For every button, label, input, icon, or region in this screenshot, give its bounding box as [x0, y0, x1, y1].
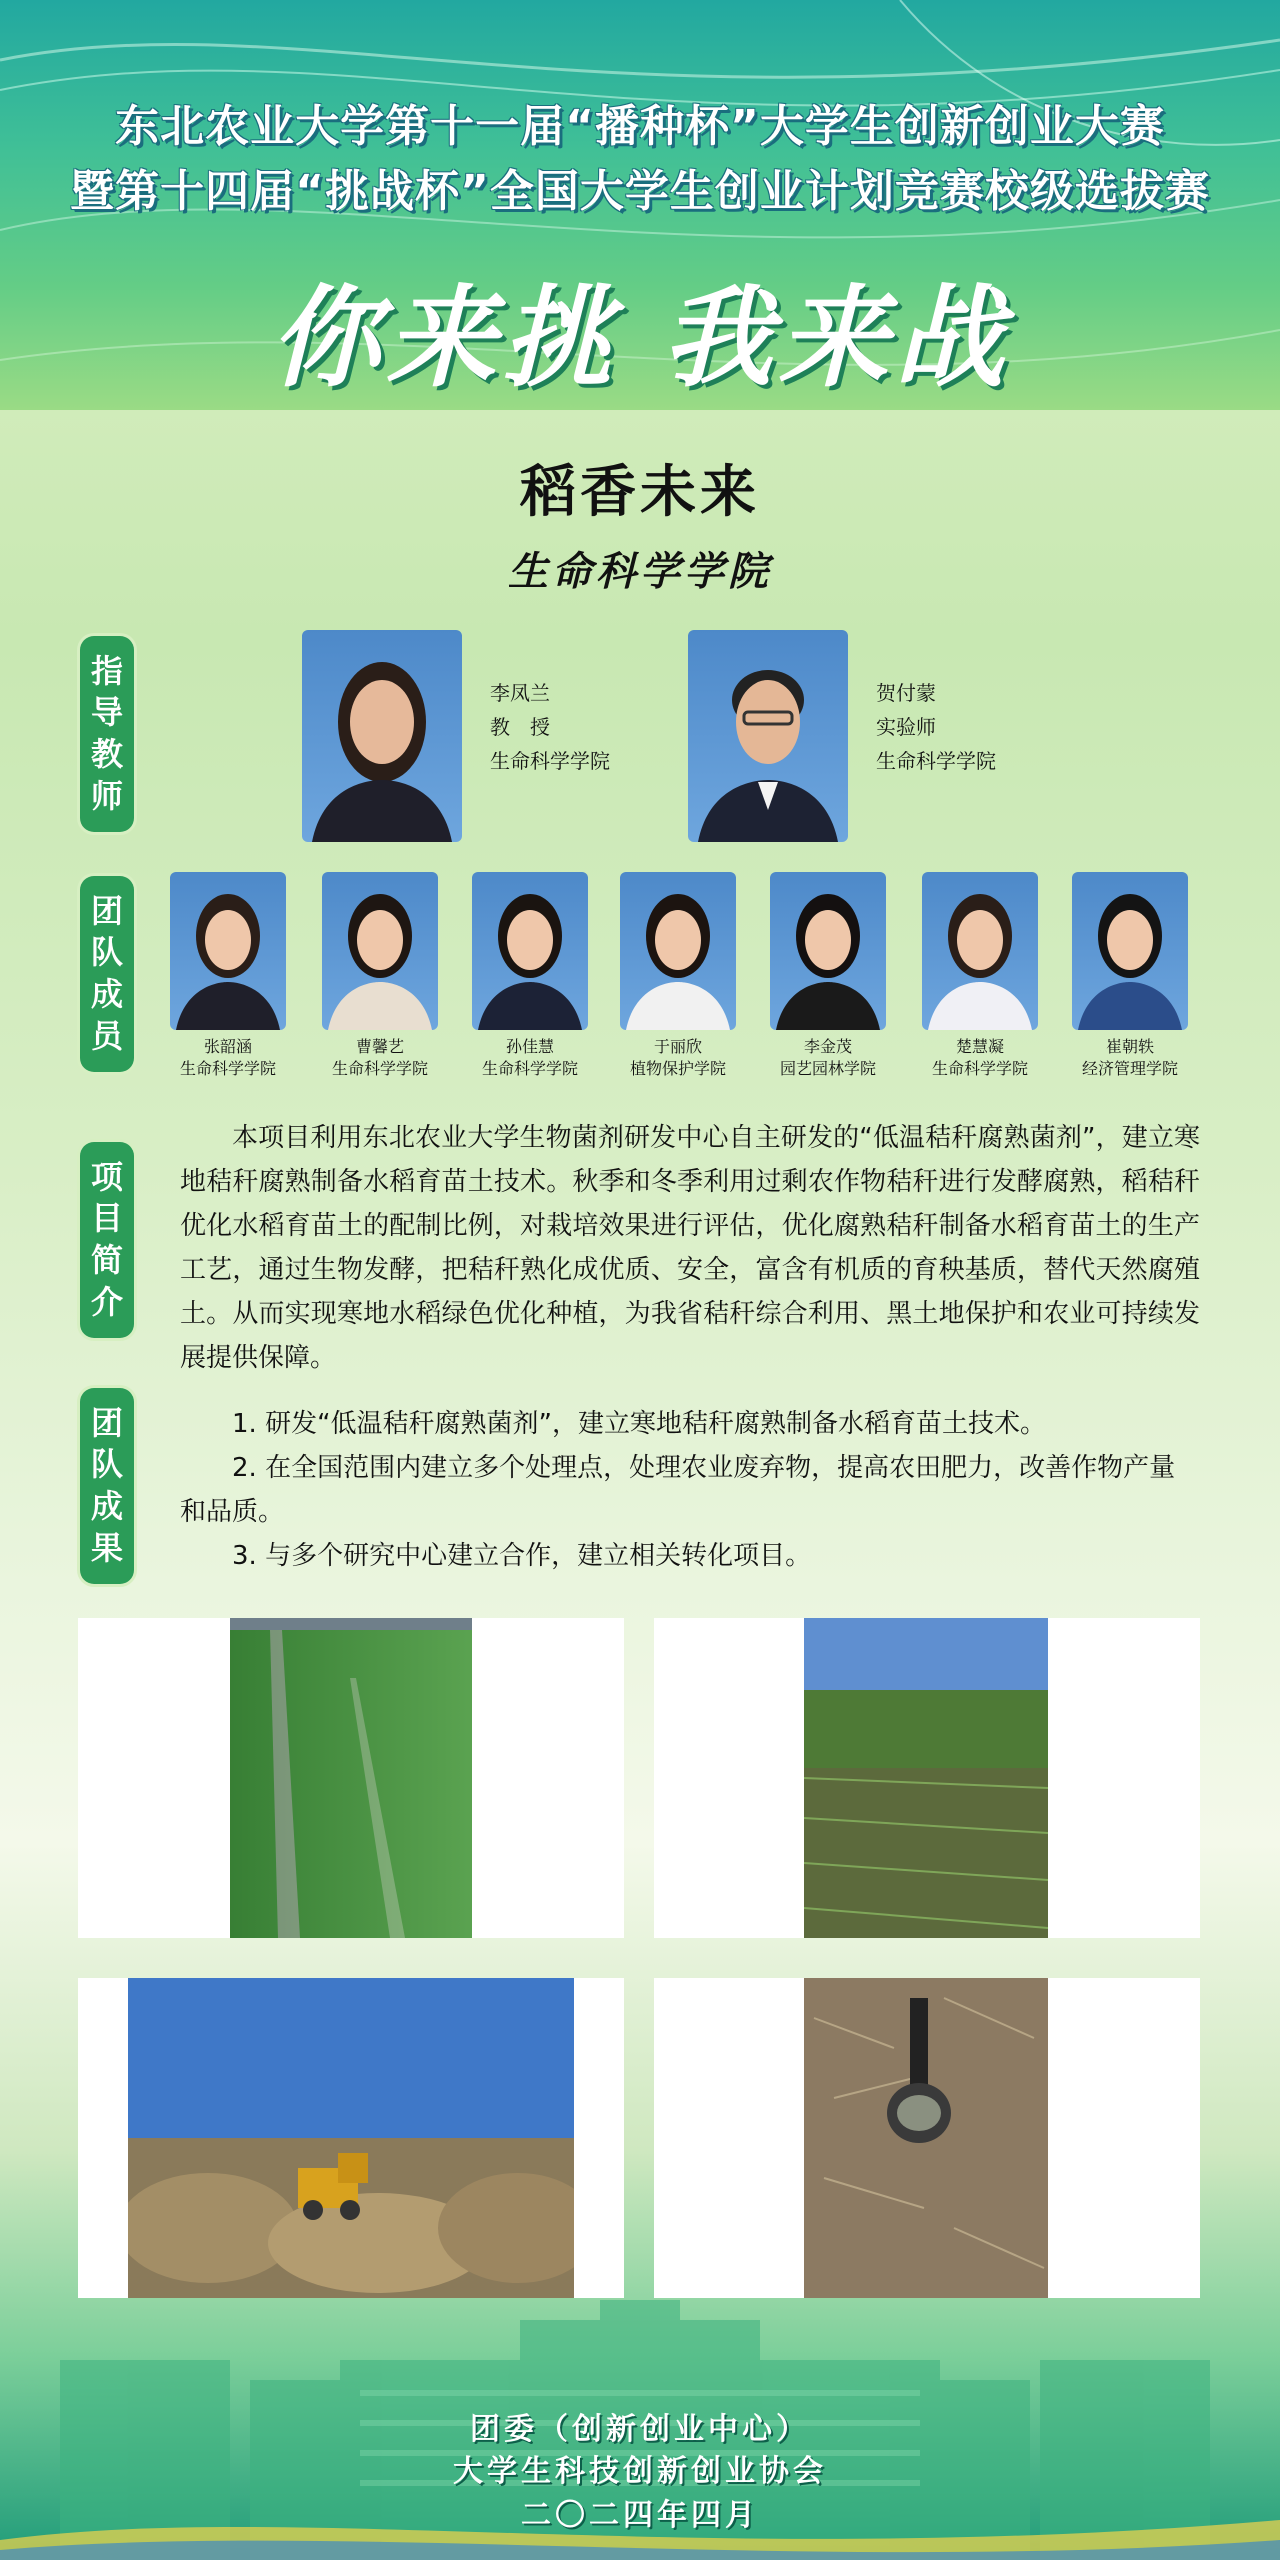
header-banner [0, 0, 1280, 410]
achievement-item: 2. 在全国范围内建立多个处理点，处理农业废弃物，提高农田肥力，改善作物产量和品质。 [180, 1453, 1176, 1527]
member-name: 张韶涵 [203, 1037, 252, 1056]
advisor-college: 生命科学学院 [490, 749, 610, 773]
member-name: 曹馨艺 [355, 1037, 404, 1056]
advisor-name: 贺付蒙 [876, 681, 936, 705]
project-title: 稻香未来 [520, 460, 760, 525]
member-photo [922, 872, 1038, 1030]
photo-paddy-field [654, 1618, 1200, 1938]
member-college: 园艺园林学院 [779, 1059, 876, 1078]
member-college: 生命科学学院 [179, 1059, 276, 1078]
member-name: 楚慧凝 [955, 1037, 1004, 1056]
photo-soil-meter [654, 1978, 1200, 2298]
member-college: 生命科学学院 [481, 1059, 578, 1078]
member-caption [905, 1036, 1055, 1080]
section-tab-members: 团 队 成 员 [80, 876, 134, 1072]
member-caption [305, 1036, 455, 1080]
member-photo [1072, 872, 1188, 1030]
member-caption [1055, 1036, 1205, 1080]
footer-date: 二〇二四年四月 [521, 2498, 759, 2533]
achievements-list [180, 1402, 1200, 1578]
achievement-item: 3. 与多个研究中心建立合作，建立相关转化项目。 [232, 1541, 812, 1571]
achievement-item: 1. 研发“低温秸秆腐熟菌剂”，建立寒地秸秆腐熟制备水稻育苗土技术。 [232, 1409, 1047, 1439]
member-college: 植物保护学院 [629, 1059, 726, 1078]
member-college: 生命科学学院 [931, 1059, 1028, 1078]
member-college: 经济管理学院 [1081, 1059, 1178, 1078]
member-name: 崔朝轶 [1105, 1037, 1154, 1056]
section-tab-intro: 项 目 简 介 [80, 1142, 134, 1338]
advisor-name: 李凤兰 [490, 681, 550, 705]
member-caption [455, 1036, 605, 1080]
member-photo [472, 872, 588, 1030]
title-line-1: 东北农业大学第十一届“播种杯”大学生创新创业大赛 [115, 101, 1165, 152]
photo-rice-seedlings [78, 1618, 624, 1938]
member-caption [753, 1036, 903, 1080]
member-college: 生命科学学院 [331, 1059, 428, 1078]
title-line-2: 暨第十四届“挑战杯”全国大学生创业计划竞赛校级选拔赛 [70, 166, 1210, 217]
member-caption [603, 1036, 753, 1080]
member-name: 李金茂 [803, 1037, 852, 1056]
advisor-title: 教 授 [490, 715, 550, 739]
advisor-photo-2 [688, 630, 848, 842]
project-intro-text: 本项目利用东北农业大学生物菌剂研发中心自主研发的“低温秸秆腐熟菌剂”，建立寒地秸秆腐熟制备水稻育苗土技术。秋季和冬季利用过剩农作物秸秆进行发酵腐熟，稻秸秆优化水稻育苗土的配制比例，对栽培效果进行评估，优化腐熟秸秆制备水稻育苗土的生产工艺，通过生物发酵，把秸秆熟化成优质、安全，富含有机质的育秧基质，替代天然腐殖土。从而实现寒地水稻绿色优化种植，为我省秸秆综合利用、黑土地保护和农业可持续发展提供保障。 [180, 1123, 1200, 1373]
section-tab-advisors: 指 导 教 师 [80, 636, 134, 832]
project-college: 生命科学学院 [508, 548, 772, 595]
advisor-title: 实验师 [876, 715, 936, 739]
footer-organizer-1: 团委（创新创业中心） [470, 2412, 810, 2447]
member-photo [322, 872, 438, 1030]
advisor-info-1 [490, 676, 610, 778]
advisor-college: 生命科学学院 [876, 749, 996, 773]
member-photo [770, 872, 886, 1030]
slogan: 你来挑 我来战 [269, 273, 1011, 402]
advisor-photo-1 [302, 630, 462, 842]
advisor-info-2 [876, 676, 996, 778]
photo-straw-composting [78, 1978, 624, 2298]
section-tab-achievements: 团 队 成 果 [80, 1388, 134, 1584]
member-photo [620, 872, 736, 1030]
member-name: 于丽欣 [653, 1037, 702, 1056]
member-caption [153, 1036, 303, 1080]
member-name: 孙佳慧 [505, 1037, 554, 1056]
footer-organizer-2: 大学生科技创新创业协会 [453, 2454, 827, 2489]
member-photo [170, 872, 286, 1030]
